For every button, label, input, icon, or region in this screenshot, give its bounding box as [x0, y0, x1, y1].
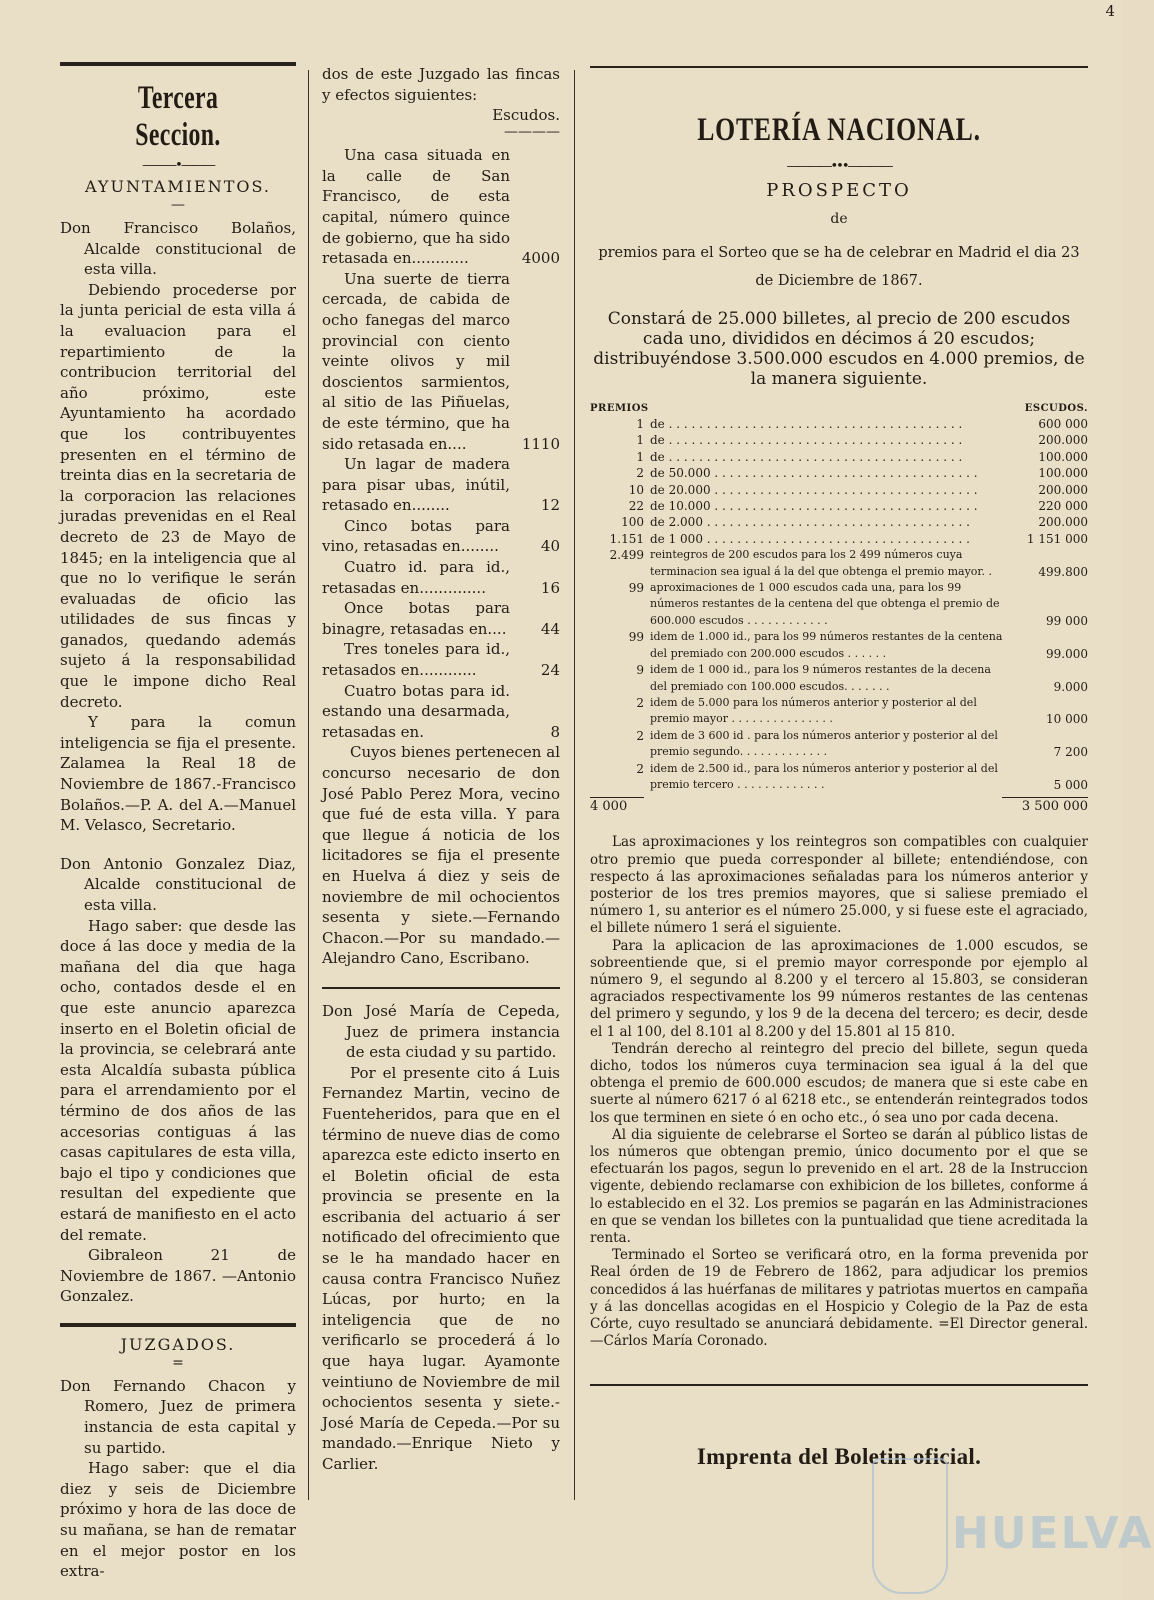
prize-amount: 99 000	[1046, 613, 1088, 628]
divider-dash: ————	[504, 124, 560, 141]
prize-description: de 1 000 . . . . . . . . . . . . . . . . . . . . . . . . . . . . . . . . . . .	[650, 531, 970, 546]
prize-row	[590, 629, 1088, 662]
prize-count: 2.499	[609, 548, 644, 563]
prize-description: idem de 2.500 id., para los números anterior y posterior al del premio tercero . . . . . . . . . . . . .	[650, 761, 998, 791]
rules-paragraph: Terminado el Sorteo se verificará otro, en la forma prevenida por Real órden de 19 de Febrero de 1862, para adjudicar los premios concedidos á las huérfanas de militares y patriotas muertos en campaña y á las doncellas acogidas en el Hospicio y Colegio de la Paz de esta Córte, cuyo resultado se anunciará debidamente. =El Director general. —Cárlos María Coronado.	[590, 1247, 1088, 1350]
prize-table	[590, 416, 1088, 793]
auction-item	[322, 598, 560, 639]
column-3	[590, 62, 1088, 1470]
auction-item	[322, 145, 560, 269]
imprenta-footer: Imprenta del Boletin oficial.	[696, 1444, 982, 1470]
prize-row	[590, 498, 1088, 514]
prize-amount: 600 000	[1038, 417, 1088, 431]
prize-description: de . . . . . . . . . . . . . . . . . . . . . . . . . . . . . . . . . . . . . . .	[650, 449, 963, 464]
prize-row	[590, 465, 1088, 481]
notice-paragraph: Y para la comun inteligencia se fija el presente. Zalamea la Real 18 de Noviembre de 1867.-Francisco Bolaños.—P. A. del A.—Manuel M. Velasco, Secretario.	[60, 713, 296, 835]
prospecto-de: de	[830, 211, 848, 227]
prize-amount: 200.000	[1038, 433, 1088, 448]
auction-item-text: Cuatro id. para id., retasadas en..............	[322, 558, 510, 597]
prize-row	[590, 432, 1088, 448]
prize-description: de 50.000 . . . . . . . . . . . . . . . . . . . . . . . . . . . . . . . . . . .	[650, 466, 978, 481]
notice-paragraph: Hago saber: que el dia diez y seis de Diciembre próximo y hora de las doce de su mañana, se han de rematar en el mejor postor en los extra-	[60, 1459, 296, 1581]
th-escudos: ESCUDOS.	[1024, 403, 1088, 414]
section-title: Tercera Seccion.	[135, 80, 221, 153]
escudos-header: Escudos.	[492, 106, 560, 125]
prize-description: de 10.000 . . . . . . . . . . . . . . . . . . . . . . . . . . . . . . . . . . .	[650, 499, 978, 514]
prize-amount: 200.000	[1038, 482, 1088, 497]
prize-amount: 99.000	[1046, 646, 1088, 661]
auction-item-value: 24	[540, 661, 560, 680]
rules-paragraph: Las aproximaciones y los reintegros son compatibles con cualquier otro premio que pueda corresponder al billete; entendiéndose, con respecto á las aproximaciones señaladas para los números anterior y posterior de los tres premios mayores, que si saliese premiado el número 1, su anterior es el número 25.000, y si fuese este el agraciado, el billete número 1 será el siguiente.	[590, 834, 1088, 937]
rules-paragraph: Para la aplicacion de las aproximaciones de 1.000 escudos, se sobreentiende que, si el premio mayor corresponde por ejemplo al número 9, el segundo al 8.200 y el tercero al 15.803, se consideran agraciados respectivamente los 99 números restantes de las centenas del primero y segundo, y los 9 de la decena del tercero; es decir, desde el 1 al 100, del 8.101 al 8.200 y del 15.801 al 15 810.	[590, 937, 1088, 1040]
notice-paragraph: Hago saber: que desde las doce á las doce y media de la mañana del dia que haga ocho, contados desde el en que este anuncio aparezca inserto en el Boletin oficial de la provincia, se celebrará ante esta Alcaldía subasta pública para el arrendamiento por el término de dos años de las accesorias contiguas á las casas capitulares de esta villa, bajo el tipo y condiciones que resultan del expediente que estará de manifiesto en el acto del remate.	[60, 916, 296, 1244]
prize-row	[590, 728, 1088, 761]
auction-item-value: 4000	[521, 249, 560, 268]
auction-item-text: Una casa situada en la calle de San Francisco, de esta capital, número quince de gobierno, que ha sido retasada en............	[322, 146, 510, 268]
rules-paragraph: Tendrán derecho al reintegro del precio del billete, segun queda dicho, todos los números cuya terminacion sea igual á la del que obtenga el premio de 600.000 escudos; de manera que si este cabe en suerte al número 6217 ó al 6218 etc., se entenderán reintegrados todos los que terminen en siete ó en ocho etc., ó sea uno por cada decena.	[590, 1040, 1088, 1126]
notice-header: Don José María de Cepeda, Juez de primera instancia de esta ciudad y su partido.	[322, 1001, 560, 1062]
prize-amount: 100.000	[1038, 466, 1088, 481]
divider-dash: =	[172, 1354, 184, 1371]
prize-count: 9	[636, 663, 644, 678]
lead-paragraph: Constará de 25.000 billetes, al precio de 200 escudos cada uno, divididos en décimos á 20 escudos; distribuyéndose 3.500.000 escudos en 4.000 premios, de la manera siguiente.	[593, 309, 1085, 389]
prize-count: 99	[628, 630, 644, 645]
prize-description: idem de 5.000 para los números anterior y posterior al del premio mayor . . . . . . . . . . . . . . .	[650, 695, 977, 726]
prize-amount: 5 000	[1053, 777, 1088, 792]
prize-description: idem de 3 600 id . para los números anterior y posterior al del premio segundo. . . . . . . . . . . . .	[650, 728, 998, 759]
prize-row	[590, 662, 1088, 695]
auction-item	[322, 557, 560, 598]
auction-item-text: Once botas para binagre, retasadas en....	[322, 599, 510, 638]
prize-amount: 7 200	[1053, 745, 1088, 760]
auction-items	[322, 145, 560, 742]
prize-count: 2	[636, 466, 644, 481]
prospecto-subtitle: premios para el Sorteo que se ha de celebrar en Madrid el dia 23 de Diciembre de 1867.	[598, 245, 1080, 289]
loteria-title: LOTERÍA NACIONAL.	[697, 112, 981, 148]
rules-paragraph: Al dia siguiente de celebrarse el Sorteo se darán al público listas de los números que obtengan premio, único documento por el que se efectuarán los pagos, segun lo prevenido en el art. 28 de la Instruccion vigente, debiendo reclamarse con exhibicion de los billetes, conforme á lo establecido en el 32. Los premios se pagarán en las Administraciones en que se vendan los billetes con la puntualidad que tiene acreditada la renta.	[590, 1126, 1088, 1247]
prize-amount: 220 000	[1038, 499, 1088, 514]
auction-item	[322, 269, 560, 454]
prize-row	[590, 580, 1088, 629]
prize-row	[590, 449, 1088, 465]
column-2	[322, 64, 560, 1475]
auction-item-text: Tres toneles para id., retasados en............	[322, 640, 510, 680]
prize-amount: 499.800	[1038, 564, 1088, 579]
ornament: ————•••————	[786, 159, 892, 174]
prize-count: 10	[628, 482, 644, 497]
auction-item	[322, 681, 560, 743]
notice-header: Don Fernando Chacon y Romero, Juez de primera instancia de esta capital y su partido.	[60, 1376, 296, 1457]
column-rule-1	[308, 70, 309, 1500]
auction-item-value: 8	[550, 722, 560, 741]
ornament: ———•———	[142, 158, 214, 173]
prize-count: 1.151	[609, 531, 644, 546]
column-rule-2	[574, 70, 575, 1500]
prospecto-heading: PROSPECTO	[766, 180, 912, 201]
prize-count: 1	[636, 417, 644, 431]
auction-item	[322, 454, 560, 516]
column-1	[60, 62, 296, 1582]
prize-row	[590, 761, 1088, 794]
prize-amount: 100.000	[1038, 449, 1088, 464]
prize-amount: 10 000	[1046, 712, 1088, 727]
notice-header: Don Antonio Gonzalez Diaz, Alcalde constitucional de esta villa.	[60, 854, 296, 914]
prize-count: 99	[628, 581, 644, 596]
prize-description: reintegros de 200 escudos para los 2 499 números cuya terminacion sea igual á la del que obtenga el premio mayor. .	[650, 548, 992, 578]
prize-description: idem de 1.000 id., para los 99 números restantes de la centena del premiado con 200.000 escudos . . . . . .	[650, 630, 1003, 660]
prize-total-row	[590, 797, 1088, 814]
auction-item-text: Una suerte de tierra cercada, de cabida de ocho fanegas del marco provincial con ciento veinte olivos y mil doscientos sarmientos, al sitio de las Piñuelas, de este término, que ha sido retasada en....	[322, 269, 510, 453]
continued-paragraph: dos de este Juzgado las fincas y efectos siguientes:	[322, 65, 560, 104]
prize-amount: 9.000	[1053, 679, 1088, 694]
auction-item-text: Cinco botas para vino, retasadas en........	[322, 516, 510, 556]
notice-paragraph: Debiendo procederse por la junta pericial de esta villa á la evaluacion para el repartimiento de la contribucion territorial del año próximo, este Ayuntamiento ha acordado que los contribuyentes presenten en el término de treinta dias en la secretaria de la corporacion las relaciones juradas prevenidas en el Real decreto de 23 de Mayo de 1845; en la inteligencia que al que no lo verifique le serán evaluadas de oficio las utilidades de sus fincas y ganados, quedando además sujeto á la responsabilidad que le impone dicho Real decreto.	[60, 280, 296, 711]
prize-row	[590, 531, 1088, 547]
notice-paragraph: Por el presente cito á Luis Fernandez Martin, vecino de Fuenteheridos, para que en el término de nueve dias de como aparezca este edicto inserto en el Boletin oficial de esta provincia se presente en la escribania del actuario á ser notificado del ofrecimiento que se le ha mandado hacer en causa contra Francisco Nuñez Lúcas, por hurto; en la inteligencia que de no verificarlo se procederá á lo que haya lugar. Ayamonte veintiuno de Noviembre de mil ochocientos sesenta y siete.-José María de Cepeda.—Por su mandado.—Enrique Nieto y Carlier.	[322, 1063, 560, 1473]
prize-count: 2	[636, 761, 644, 776]
auction-item-value: 44	[540, 619, 560, 638]
total-prizes: 4 000	[590, 797, 644, 814]
prize-count: 1	[636, 449, 644, 464]
prize-table-header	[590, 403, 1088, 414]
prize-count: 100	[621, 515, 644, 530]
auction-item-value: 16	[540, 578, 560, 597]
prize-amount: 1 151 000	[1026, 531, 1088, 546]
prize-description: idem de 1 000 id., para los 9 números restantes de la decena del premiado con 100.000 escudos. . . . . . .	[650, 663, 991, 693]
prize-count: 2	[636, 695, 644, 710]
prize-description: aproximaciones de 1 000 escudos cada una, para los 99 números restantes de la centena del que obtenga el premio de 600.000 escudos . . . . . . . . . . . .	[650, 581, 1000, 627]
prize-count: 22	[628, 499, 644, 514]
prize-row	[590, 416, 1088, 432]
prize-row	[590, 514, 1088, 530]
auction-item-text: Cuatro botas para id. estando una desarmada, retasadas en.	[322, 681, 510, 741]
auction-item-text: Un lagar de madera para pisar ubas, inútil, retasado en........	[322, 455, 510, 515]
bottom-rule	[590, 1384, 1088, 1386]
th-premios: PREMIOS	[590, 403, 649, 414]
prize-description: de 2.000 . . . . . . . . . . . . . . . . . . . . . . . . . . . . . . . . . . .	[650, 515, 970, 530]
top-rule	[60, 62, 296, 66]
library-seal-icon	[872, 1458, 948, 1594]
prize-row	[590, 482, 1088, 498]
section-rule	[60, 1323, 296, 1327]
auction-item-value: 40	[540, 537, 560, 556]
prize-description: de . . . . . . . . . . . . . . . . . . . . . . . . . . . . . . . . . . . . . . .	[650, 417, 963, 431]
prize-row	[590, 695, 1088, 728]
heading-ayuntamientos: AYUNTAMIENTOS.	[85, 177, 271, 196]
top-rule	[590, 66, 1088, 68]
auction-item	[322, 639, 560, 680]
watermark-text: HUELVA	[952, 1508, 1154, 1559]
prize-count: 1	[636, 433, 644, 448]
prize-amount: 200.000	[1038, 515, 1088, 530]
divider-dash: —	[171, 197, 185, 213]
section-rule	[322, 987, 560, 989]
heading-juzgados: JUZGADOS.	[120, 1334, 236, 1354]
prize-count: 2	[636, 728, 644, 743]
page-number: 4	[1105, 2, 1115, 20]
total-escudos: 3 500 000	[1002, 797, 1088, 814]
notice-paragraph: Gibraleon 21 de Noviembre de 1867. —Antonio Gonzalez.	[60, 1246, 296, 1306]
notice-paragraph: Cuyos bienes pertenecen al concurso necesario de don José Pablo Perez Mora, vecino que fué de esta villa. Y para que llegue á noticia de los licitadores se fija el presente en Huelva á diez y seis de noviembre de mil ochocientos sesenta y siete.—Fernando Chacon.—Por su mandado.—Alejandro Cano, Escribano.	[322, 743, 560, 968]
auction-item-value: 1110	[521, 434, 560, 453]
prize-description: de 20.000 . . . . . . . . . . . . . . . . . . . . . . . . . . . . . . . . . . .	[650, 482, 978, 497]
auction-item-value: 12	[540, 496, 560, 515]
prize-description: de . . . . . . . . . . . . . . . . . . . . . . . . . . . . . . . . . . . . . . .	[650, 433, 963, 448]
auction-item	[322, 516, 560, 557]
notice-header: Don Francisco Bolaños, Alcalde constitucional de esta villa.	[60, 219, 296, 279]
prize-row	[590, 547, 1088, 580]
